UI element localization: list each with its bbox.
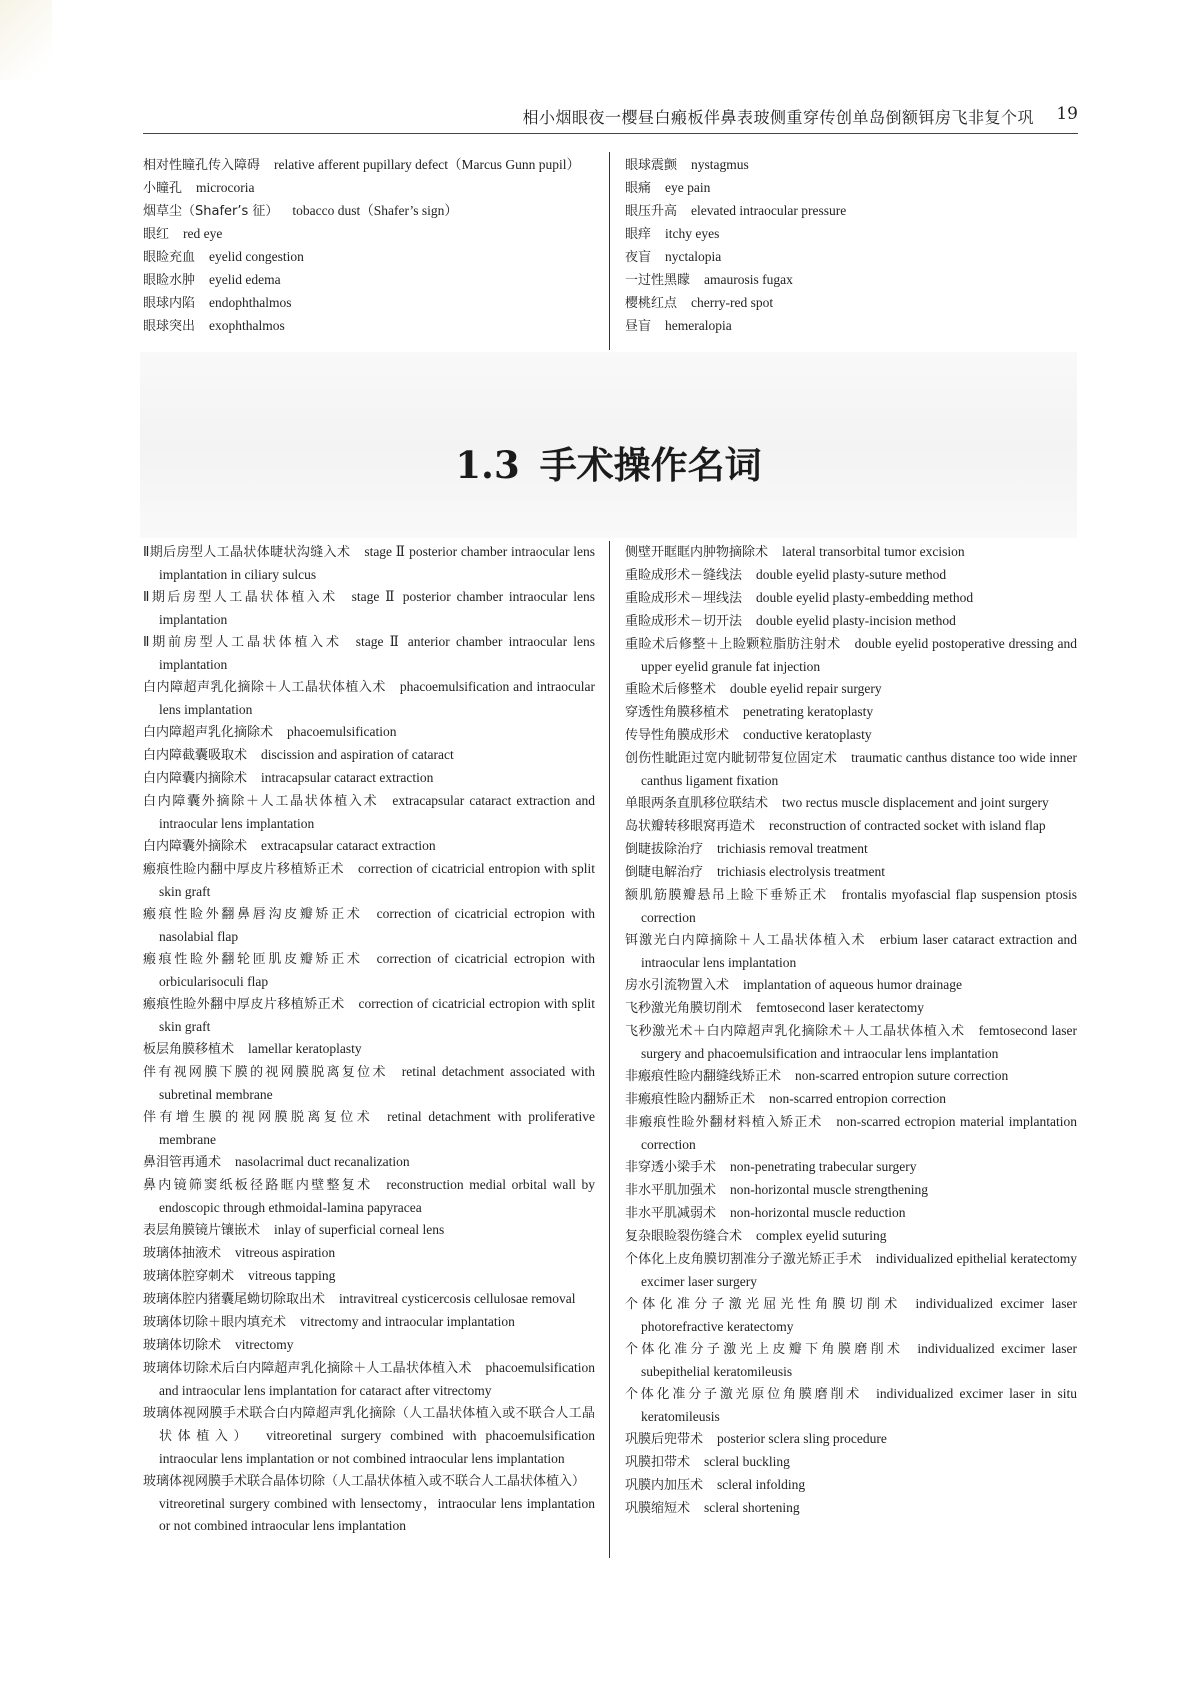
term-english: intravitreal cysticercosis cellulosae removal — [339, 1291, 576, 1306]
term-chinese: 烟草尘（Shafer’s 征） — [143, 204, 279, 219]
term-chinese: 传导性角膜成形术 — [625, 728, 730, 743]
term-chinese: 白内障囊外摘除＋人工晶状体植入术 — [143, 794, 379, 809]
term-chinese: 铒激光白内障摘除＋人工晶状体植入术 — [625, 933, 866, 948]
glossary-entry — [625, 838, 1077, 861]
section-number: 1.3 — [455, 443, 520, 487]
term-english: cherry-red spot — [691, 295, 774, 310]
glossary-entry — [625, 1111, 1077, 1156]
term-chinese: 白内障囊内摘除术 — [143, 771, 248, 786]
glossary-entry — [625, 177, 1075, 200]
glossary-entry — [143, 1038, 595, 1061]
term-english: non-horizontal muscle strengthening — [730, 1182, 928, 1197]
term-english: scleral buckling — [704, 1454, 790, 1469]
term-chinese: 眼痒 — [625, 227, 652, 242]
term-chinese: 伴有增生膜的视网膜脱离复位术 — [143, 1110, 374, 1125]
term-english: eyelid edema — [209, 272, 281, 287]
term-chinese: 非瘢痕性睑外翻材料植入矫正术 — [625, 1115, 823, 1130]
term-english: trichiasis removal treatment — [717, 841, 868, 856]
term-english: femtosecond laser keratectomy — [756, 1000, 924, 1015]
term-english: individualized excimer laser in situ keratomileusis — [641, 1386, 1077, 1424]
term-english: double eyelid plasty-suture method — [756, 567, 947, 582]
glossary-entry — [625, 929, 1077, 974]
header-title: 相小烟眼夜一樱昼白瘢板伴鼻表玻侧重穿传创单岛倒额铒房飞非复个巩 — [522, 108, 1034, 127]
term-chinese: 飞秒激光术＋白内障超声乳化摘除术＋人工晶状体植入术 — [625, 1024, 965, 1039]
section-title-text: 手术操作名词 — [539, 443, 762, 487]
term-english: non-horizontal muscle reduction — [730, 1205, 906, 1220]
term-chinese: 伴有视网膜下膜的视网膜脱离复位术 — [143, 1065, 388, 1080]
term-chinese: 倒睫电解治疗 — [625, 865, 704, 880]
term-english: non-scarred entropion correction — [769, 1091, 946, 1106]
glossary-entry — [143, 858, 595, 903]
glossary-entry — [143, 200, 595, 223]
term-chinese: 个体化准分子激光原位角膜磨削术 — [625, 1387, 863, 1402]
glossary-entry — [143, 767, 595, 790]
term-chinese: 板层角膜移植术 — [143, 1042, 235, 1057]
glossary-entry — [625, 246, 1075, 269]
glossary-entry — [625, 200, 1075, 223]
term-chinese: 玻璃体腔穿刺术 — [143, 1269, 235, 1284]
term-english: itchy eyes — [665, 226, 720, 241]
term-english: implantation of aqueous humor drainage — [743, 977, 962, 992]
term-english: lamellar keratoplasty — [248, 1041, 362, 1056]
glossary-entry — [143, 1288, 595, 1311]
term-english: tobacco dust（Shafer’s sign） — [292, 203, 458, 218]
glossary-entry — [143, 1061, 595, 1106]
glossary-entry — [143, 1106, 595, 1151]
term-chinese: 创伤性眦距过宽内眦韧带复位固定术 — [625, 751, 838, 766]
glossary-entry — [625, 1202, 1077, 1225]
section-title — [140, 435, 1077, 489]
glossary-entry — [143, 315, 595, 338]
glossary-entry — [143, 177, 595, 200]
section-heading-band — [140, 352, 1077, 538]
term-chinese: 单眼两条直肌移位联结术 — [625, 796, 769, 811]
term-english: complex eyelid suturing — [756, 1228, 887, 1243]
term-chinese: 复杂眼睑裂伤缝合术 — [625, 1229, 743, 1244]
glossary-entry — [625, 1088, 1077, 1111]
glossary-entry — [625, 154, 1075, 177]
term-chinese: 昼盲 — [625, 319, 652, 334]
glossary-entry — [625, 1497, 1077, 1520]
term-english: scleral infolding — [717, 1477, 806, 1492]
term-english: hemeralopia — [665, 318, 732, 333]
term-english: non-scarred entropion suture correction — [795, 1068, 1009, 1083]
glossary-entry — [143, 1357, 595, 1402]
glossary-entry — [143, 1334, 595, 1357]
glossary-entry — [625, 1338, 1077, 1383]
term-chinese: 巩膜缩短术 — [625, 1501, 691, 1516]
term-english: phacoemulsification and intraocular lens implantation — [159, 679, 595, 717]
term-chinese: 一过性黑矇 — [625, 273, 691, 288]
glossary-entry — [625, 633, 1077, 678]
term-chinese: 白内障超声乳化摘除术 — [143, 725, 274, 740]
term-chinese: 鼻泪管再通术 — [143, 1155, 222, 1170]
term-chinese: 飞秒激光角膜切削术 — [625, 1001, 743, 1016]
glossary-entry — [143, 631, 595, 676]
term-chinese: 重睑成形术－埋线法 — [625, 591, 743, 606]
running-header — [143, 103, 1078, 134]
term-english: erbium laser cataract extraction and intraocular lens implantation — [641, 932, 1077, 970]
glossary-entry — [625, 1179, 1077, 1202]
glossary-entry — [625, 1225, 1077, 1248]
glossary-entry — [143, 835, 595, 858]
term-english: relative afferent pupillary defect（Marcus Gunn pupil） — [274, 157, 581, 172]
glossary-entry — [143, 541, 595, 586]
term-chinese: 白内障超声乳化摘除＋人工晶状体植入术 — [143, 680, 386, 695]
term-chinese: 非穿透小梁手术 — [625, 1160, 717, 1175]
term-english: lateral transorbital tumor excision — [782, 544, 965, 559]
term-english: nasolacrimal duct recanalization — [235, 1154, 410, 1169]
term-english: phacoemulsification and intraocular lens implantation for cataract after vitrectomy — [159, 1360, 595, 1398]
term-english: retinal detachment with proliferative membrane — [159, 1109, 595, 1147]
term-english: elevated intraocular pressure — [691, 203, 847, 218]
term-chinese: 额肌筋膜瓣悬吊上睑下垂矫正术 — [625, 888, 828, 903]
glossary-entry — [625, 701, 1077, 724]
term-chinese: 玻璃体切除＋眼内填充术 — [143, 1315, 287, 1330]
term-english: traumatic canthus distance too wide inner canthus ligament fixation — [641, 750, 1077, 788]
glossary-entry — [143, 903, 595, 948]
glossary-entry — [143, 790, 595, 835]
term-english: trichiasis electrolysis treatment — [717, 864, 885, 879]
glossary-entry — [625, 1474, 1077, 1497]
term-chinese: 眼球突出 — [143, 319, 196, 334]
term-english: extracapsular cataract extraction and intraocular lens implantation — [159, 793, 595, 831]
term-english: frontalis myofascial flap suspension ptosis correction — [641, 887, 1077, 925]
term-english: stage Ⅱ anterior chamber intraocular lens implantation — [159, 634, 595, 672]
term-chinese: 岛状瓣转移眼窝再造术 — [625, 819, 756, 834]
glossary-entry — [625, 1428, 1077, 1451]
glossary-entry — [625, 861, 1077, 884]
term-chinese: Ⅱ期前房型人工晶状体植入术 — [143, 635, 342, 650]
term-chinese: 瘢痕性睑外翻轮匝肌皮瓣矫正术 — [143, 952, 363, 967]
glossary-entry — [625, 1020, 1077, 1065]
term-english: correction of cicatricial ectropion with nasolabial flap — [159, 906, 595, 944]
term-chinese: 非水平肌减弱术 — [625, 1206, 717, 1221]
glossary-entry — [625, 1065, 1077, 1088]
term-english: stage Ⅱ posterior chamber intraocular lens implantation in ciliary sulcus — [159, 544, 595, 582]
term-chinese: 眼痛 — [625, 181, 652, 196]
term-chinese: 白内障截囊吸取术 — [143, 748, 248, 763]
term-english: correction of cicatricial ectropion with orbicularisoculi flap — [159, 951, 595, 989]
glossary-entry — [625, 724, 1077, 747]
glossary-entry — [625, 564, 1077, 587]
term-chinese: 穿透性角膜移植术 — [625, 705, 730, 720]
term-chinese: 眼睑水肿 — [143, 273, 196, 288]
term-chinese: 玻璃体切除术后白内障超声乳化摘除＋人工晶状体植入术 — [143, 1361, 472, 1376]
glossary-entry — [143, 292, 595, 315]
term-english: eyelid congestion — [209, 249, 304, 264]
column-divider-bottom — [609, 541, 610, 1558]
term-english: double eyelid plasty-incision method — [756, 613, 956, 628]
term-chinese: 个体化准分子激光上皮瓣下角膜磨削术 — [625, 1342, 904, 1357]
term-chinese: 侧壁开眶眶内肿物摘除术 — [625, 545, 769, 560]
corner-decoration — [0, 0, 52, 80]
term-chinese: 个体化准分子激光屈光性角膜切削术 — [625, 1297, 902, 1312]
glossary-entry — [143, 586, 595, 631]
glossary-entry — [143, 1174, 595, 1219]
glossary-column-top-left — [143, 154, 595, 338]
term-english: reconstruction of contracted socket with island flap — [769, 818, 1046, 833]
term-chinese: 瘢痕性睑外翻鼻唇沟皮瓣矫正术 — [143, 907, 363, 922]
glossary-column-bottom-right — [625, 541, 1077, 1520]
glossary-entry — [143, 948, 595, 993]
term-english: stage Ⅱ posterior chamber intraocular lens implantation — [159, 589, 596, 627]
term-chinese: 眼红 — [143, 227, 170, 242]
term-english: extracapsular cataract extraction — [261, 838, 436, 853]
term-chinese: 表层角膜镜片镶嵌术 — [143, 1223, 261, 1238]
term-english: double eyelid plasty-embedding method — [756, 590, 974, 605]
term-english: vitrectomy — [235, 1337, 294, 1352]
term-chinese: 夜盲 — [625, 250, 652, 265]
term-chinese: 瘢痕性睑内翻中厚皮片移植矫正术 — [143, 862, 344, 877]
term-english: correction of cicatricial entropion with split skin graft — [159, 861, 595, 899]
term-chinese: Ⅱ期后房型人工晶状体睫状沟缝入术 — [143, 545, 351, 560]
glossary-entry — [625, 792, 1077, 815]
term-english: phacoemulsification — [287, 724, 397, 739]
page-number: 19 — [1056, 104, 1078, 124]
glossary-entry — [143, 1242, 595, 1265]
term-english: non-penetrating trabecular surgery — [730, 1159, 917, 1174]
term-english: vitreoretinal surgery combined with phacoemulsification intraocular lens implantation or not combined intraocular lens implantation — [159, 1428, 595, 1466]
term-chinese: 非瘢痕性睑内翻缝线矫正术 — [625, 1069, 782, 1084]
glossary-entry — [143, 223, 595, 246]
term-chinese: 非水平肌加强术 — [625, 1183, 717, 1198]
term-english: scleral shortening — [704, 1500, 800, 1515]
term-english: double eyelid postoperative dressing and upper eyelid granule fat injection — [641, 636, 1077, 674]
glossary-entry — [143, 676, 595, 721]
term-chinese: 巩膜后兜带术 — [625, 1432, 704, 1447]
term-chinese: 眼睑充血 — [143, 250, 196, 265]
term-chinese: 玻璃体视网膜手术联合白内障超声乳化摘除（人工晶状体植入或不联合人工晶状体植入） — [143, 1406, 595, 1444]
term-chinese: 个体化上皮角膜切割准分子激光矫正手术 — [625, 1252, 862, 1267]
glossary-entry — [625, 269, 1075, 292]
glossary-entry — [143, 721, 595, 744]
glossary-entry — [625, 1293, 1077, 1338]
term-english: discission and aspiration of cataract — [261, 747, 454, 762]
glossary-column-top-right — [625, 154, 1075, 338]
glossary-entry — [625, 610, 1077, 633]
term-english: nyctalopia — [665, 249, 722, 264]
term-english: individualized excimer laser photorefractive keratectomy — [641, 1296, 1077, 1334]
glossary-entry — [625, 974, 1077, 997]
term-english: amaurosis fugax — [704, 272, 793, 287]
term-english: red eye — [183, 226, 223, 241]
term-english: double eyelid repair surgery — [730, 681, 882, 696]
term-english: vitreoretinal surgery combined with lensectomy，intraocular lens implantation or not combined intraocular lens implantation — [159, 1496, 595, 1533]
term-english: retinal detachment associated with subretinal membrane — [159, 1064, 595, 1102]
glossary-entry — [625, 815, 1077, 838]
glossary-entry — [143, 269, 595, 292]
term-english: exophthalmos — [209, 318, 285, 333]
term-chinese: 非瘢痕性睑内翻矫正术 — [625, 1092, 756, 1107]
term-english: individualized epithelial keratectomy excimer laser surgery — [641, 1251, 1077, 1289]
term-english: posterior sclera sling procedure — [717, 1431, 887, 1446]
glossary-entry — [625, 315, 1075, 338]
glossary-entry — [625, 1248, 1077, 1293]
term-chinese: 玻璃体抽液术 — [143, 1246, 222, 1261]
glossary-entry — [143, 154, 595, 177]
term-english: inlay of superficial corneal lens — [274, 1222, 445, 1237]
glossary-entry — [143, 744, 595, 767]
term-english: two rectus muscle displacement and joint surgery — [782, 795, 1049, 810]
glossary-entry — [625, 541, 1077, 564]
term-english: reconstruction medial orbital wall by endoscopic through ethmoidal-lamina papyracea — [159, 1177, 595, 1215]
term-english: femtosecond laser surgery and phacoemulsification and intraocular lens implantation — [641, 1023, 1077, 1061]
term-chinese: 白内障囊外摘除术 — [143, 839, 248, 854]
term-chinese: Ⅱ期后房型人工晶状体植入术 — [143, 590, 338, 605]
term-chinese: 倒睫拔除治疗 — [625, 842, 704, 857]
term-english: correction of cicatricial ectropion with split skin graft — [159, 996, 595, 1034]
glossary-entry — [625, 587, 1077, 610]
term-chinese: 重睑成形术－缝线法 — [625, 568, 743, 583]
term-chinese: 眼球内陷 — [143, 296, 196, 311]
glossary-entry — [625, 223, 1075, 246]
term-chinese: 眼球震颤 — [625, 158, 678, 173]
glossary-entry — [625, 292, 1075, 315]
term-english: non-scarred ectropion material implantation correction — [641, 1114, 1077, 1152]
term-chinese: 鼻内镜筛窦纸板径路眶内壁整复术 — [143, 1178, 373, 1193]
term-chinese: 瘢痕性睑外翻中厚皮片移植矫正术 — [143, 997, 345, 1012]
glossary-entry — [143, 1402, 595, 1470]
glossary-entry — [143, 1311, 595, 1334]
term-chinese: 樱桃红点 — [625, 296, 678, 311]
term-chinese: 重睑术后修整术 — [625, 682, 717, 697]
term-chinese: 小瞳孔 — [143, 181, 183, 196]
term-english: intracapsular cataract extraction — [261, 770, 434, 785]
term-english: individualized excimer laser subepithelial keratomileusis — [641, 1341, 1077, 1379]
glossary-entry — [625, 1451, 1077, 1474]
term-english: conductive keratoplasty — [743, 727, 872, 742]
term-english: endophthalmos — [209, 295, 292, 310]
term-english: microcoria — [196, 180, 255, 195]
glossary-entry — [625, 678, 1077, 701]
glossary-entry — [625, 884, 1077, 929]
term-english: vitreous tapping — [248, 1268, 336, 1283]
term-chinese: 眼压升高 — [625, 204, 678, 219]
term-english: vitrectomy and intraocular implantation — [300, 1314, 515, 1329]
glossary-entry — [625, 747, 1077, 792]
glossary-entry — [143, 1219, 595, 1242]
glossary-entry — [143, 993, 595, 1038]
term-english: vitreous aspiration — [235, 1245, 336, 1260]
glossary-entry — [625, 1156, 1077, 1179]
term-chinese: 玻璃体切除术 — [143, 1338, 222, 1353]
term-english: penetrating keratoplasty — [743, 704, 874, 719]
glossary-entry — [143, 1265, 595, 1288]
term-english: eye pain — [665, 180, 711, 195]
term-chinese: 巩膜扣带术 — [625, 1455, 691, 1470]
glossary-entry — [143, 1151, 595, 1174]
term-chinese: 玻璃体腔内猪囊尾蚴切除取出术 — [143, 1292, 326, 1307]
column-divider-top — [609, 152, 610, 350]
glossary-entry — [143, 246, 595, 269]
term-english: nystagmus — [691, 157, 749, 172]
glossary-entry — [625, 997, 1077, 1020]
term-chinese: 重睑术后修整＋上睑颗粒脂肪注射术 — [625, 637, 841, 652]
glossary-column-bottom-left — [143, 541, 595, 1537]
term-chinese: 重睑成形术－切开法 — [625, 614, 743, 629]
term-chinese: 玻璃体视网膜手术联合晶体切除（人工晶状体植入或不联合人工晶状体植入） — [143, 1474, 586, 1489]
glossary-entry — [625, 1383, 1077, 1428]
term-chinese: 房水引流物置入术 — [625, 978, 730, 993]
term-chinese: 相对性瞳孔传入障碍 — [143, 158, 261, 173]
glossary-entry — [143, 1470, 595, 1537]
term-chinese: 巩膜内加压术 — [625, 1478, 704, 1493]
